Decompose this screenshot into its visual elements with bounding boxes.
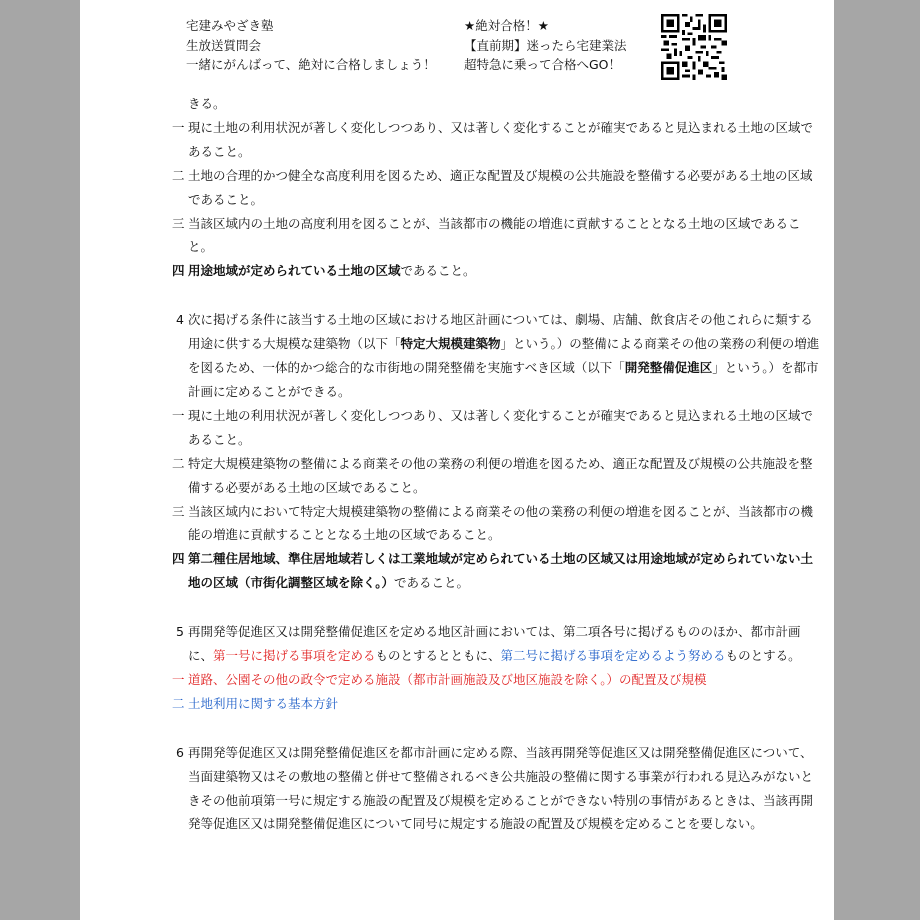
item-text: 当該区域内において特定大規模建築物の整備による商業その他の業務の利便の増進を図ることが、当該都市の機能の増進に貢献することとなる土地の区域であること。 <box>188 503 814 543</box>
defined-term: 特定大規模建築物 <box>400 336 501 352</box>
paragraph-4-item-4 <box>168 547 820 595</box>
paragraph-4 <box>168 308 820 404</box>
header-tagline: 超特急に乗って合格へGO！ <box>464 57 622 72</box>
item-text-bold: 用途地域が定められている土地の区域 <box>188 263 401 279</box>
paragraph-number: 4 <box>176 312 184 328</box>
item-number: 四 <box>172 551 185 567</box>
item-text: 道路、公園その他の政令で定める施設（都市計画施設及び地区施設を除く。）の配置及び規模 <box>188 671 707 687</box>
item-text: 土地利用に関する基本方針 <box>188 695 339 711</box>
item-text: 現に土地の利用状況が著しく変化しつつあり、又は著しく変化することが確実であると見込まれる土地の区域であること。 <box>188 407 814 447</box>
paragraph-3-item-4 <box>168 259 820 283</box>
item-number: 一 <box>172 671 185 687</box>
paragraph-3-item-1 <box>168 116 820 164</box>
paragraph-text: 」という。）の整備による商業その他の業務の利便の増進を図るため、一体的かつ総合的な市街地の開発整備を実施すべき区域（以下「 <box>188 336 820 376</box>
paragraph-5 <box>168 620 820 668</box>
item-number: 三 <box>172 215 185 231</box>
paragraph-text: 再開発等促進区又は開発整備促進区を都市計画に定める際、当該再開発等促進区又は開発整備促進区について、当面建築物又はその敷地の整備と併せて整備されるべき公共施設の整備に関する事業が行われる見込みがないときその他前項第一号に規定する施設の配置及び規模を定めることができない特別の事情があるときは、当該再開発等促進区又は開発整備促進区について同号に規定する施設の配置及び規模を定めることを要しない。 <box>188 744 814 832</box>
header-right <box>464 16 627 75</box>
paragraph-4-item-3 <box>168 500 820 548</box>
header-slogan: ★絶対合格！★ <box>464 18 549 33</box>
item-number: 一 <box>172 407 185 423</box>
qr-code-icon <box>661 14 727 80</box>
item-text: であること。 <box>394 575 470 591</box>
header-left <box>186 16 436 75</box>
item-text: 現に土地の利用状況が著しく変化しつつあり、又は著しく変化することが確実であると見込まれる土地の区域であること。 <box>188 119 814 159</box>
header-message: 一緒にがんばって、絶対に合格しましょう！ <box>186 57 436 72</box>
paragraph-text: 再開発等促進区又は開発整備促進区を定める地区計画においては、第二項各号に掲げるもののほか、都市計画に、 <box>188 624 801 664</box>
highlight-red-text: 第一号に掲げる事項を定める <box>213 648 376 664</box>
paragraph-4-item-2 <box>168 452 820 500</box>
highlight-blue-text: 第二号に掲げる事項を定めるよう努める <box>500 648 726 664</box>
article-body <box>168 92 820 836</box>
paragraph-text: ものとする。 <box>725 648 801 664</box>
item-number: 一 <box>172 119 185 135</box>
paragraph-text: ものとするとともに、 <box>375 648 501 664</box>
item-number: 二 <box>172 167 185 183</box>
item-number: 二 <box>172 455 185 471</box>
header-subtitle: 【直前期】迷ったら宅建業法 <box>464 37 627 53</box>
item-number: 三 <box>172 503 185 519</box>
paragraph-4-item-1 <box>168 404 820 452</box>
document-page <box>80 0 834 920</box>
item-text: 土地の合理的かつ健全な高度利用を図るため、適正な配置及び規模の公共施設を整備する必要がある土地の区域であること。 <box>188 167 813 207</box>
paragraph-5-item-2 <box>168 692 820 716</box>
item-text: 特定大規模建築物の整備による商業その他の業務の利便の増進を図るため、適正な配置及び規模の公共施設を整備する必要がある土地の区域であること。 <box>188 455 813 495</box>
paragraph-3-item-2 <box>168 164 820 212</box>
defined-term: 開発整備促進区 <box>624 360 713 376</box>
school-name: 宅建みやざき塾 <box>186 18 274 33</box>
item-number: 二 <box>172 695 185 711</box>
item-number: 四 <box>172 263 185 279</box>
item-text: 当該区域内の土地の高度利用を図ることが、当該都市の機能の増進に貢献することとなる土地の区域であること。 <box>188 215 801 255</box>
item-text: であること。 <box>400 263 476 279</box>
paragraph-number: 5 <box>176 624 184 640</box>
item-text-bold: 第二種住居地域、準住居地域若しくは工業地域が定められている土地の区域又は用途地域が定められていない土地の区域（市街化調整区域を除く。） <box>188 551 814 591</box>
paragraph-text: 」という。）を都市計画に定めることができる。 <box>188 360 819 399</box>
paragraph-6 <box>168 741 820 837</box>
paragraph-number: 6 <box>176 744 184 760</box>
paragraph-3-continuation: きる。 <box>188 96 226 111</box>
event-name: 生放送質問会 <box>186 37 262 53</box>
paragraph-5-item-1 <box>168 668 820 692</box>
paragraph-text: 次に掲げる条件に該当する土地の区域における地区計画については、劇場、店舗、飲食店その他これらに類する用途に供する大規模な建築物（以下「 <box>188 312 813 352</box>
paragraph-3-item-3 <box>168 212 820 260</box>
